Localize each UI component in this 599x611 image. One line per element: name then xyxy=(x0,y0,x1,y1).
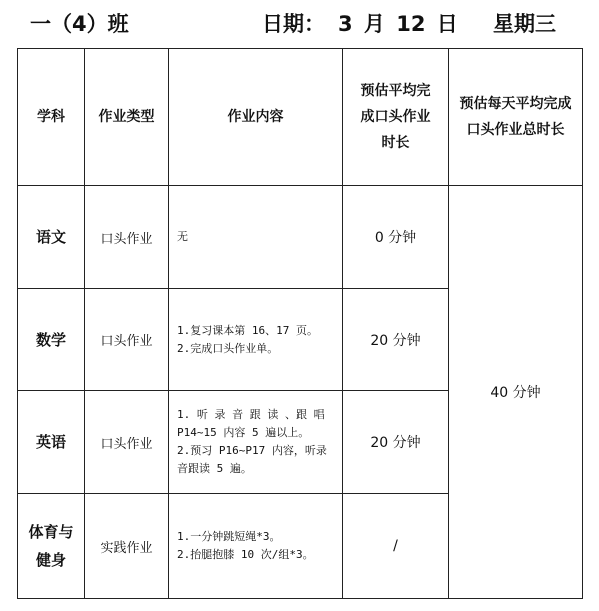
header-subject: 学科 xyxy=(18,49,85,186)
table-header-row xyxy=(18,49,583,186)
duration-cell: 20 分钟 xyxy=(343,289,449,391)
duration-cell: 0 分钟 xyxy=(343,186,449,289)
subject-cell: 体育与 健身 xyxy=(18,494,85,599)
header-est-total: 预估每天平均完成 口头作业总时长 xyxy=(449,49,583,186)
duration-cell: / xyxy=(343,494,449,599)
page-header xyxy=(0,0,599,48)
header-est-avg: 预估平均完 成口头作业 时长 xyxy=(343,49,449,186)
header-type: 作业类型 xyxy=(85,49,169,186)
homework-table xyxy=(17,48,583,599)
table-row xyxy=(18,186,583,289)
type-cell: 口头作业 xyxy=(85,289,169,391)
type-cell: 口头作业 xyxy=(85,186,169,289)
weekday-label: 星期三 xyxy=(493,12,556,36)
type-cell: 实践作业 xyxy=(85,494,169,599)
total-duration-cell: 40 分钟 xyxy=(449,186,583,599)
class-label: 一（4）班 xyxy=(30,12,129,36)
duration-cell: 20 分钟 xyxy=(343,391,449,494)
content-cell: 1. 听 录 音 跟 读 、跟 唱 P14~15 内容 5 遍以上。 2.预习 P16~P17 内容，听录音跟读 5 遍。 xyxy=(169,391,343,494)
subject-cell: 数学 xyxy=(18,289,85,391)
subject-cell: 英语 xyxy=(18,391,85,494)
type-cell: 口头作业 xyxy=(85,391,169,494)
content-cell: 1.复习课本第 16、17 页。 2.完成口头作业单。 xyxy=(169,289,343,391)
header-content: 作业内容 xyxy=(169,49,343,186)
date-value: 3 月 12 日 xyxy=(338,12,458,36)
content-cell: 1.一分钟跳短绳*3。 2.抬腿抱膝 10 次/组*3。 xyxy=(169,494,343,599)
subject-cell: 语文 xyxy=(18,186,85,289)
date-label: 日期： xyxy=(262,12,325,36)
content-cell: 无 xyxy=(169,186,343,289)
